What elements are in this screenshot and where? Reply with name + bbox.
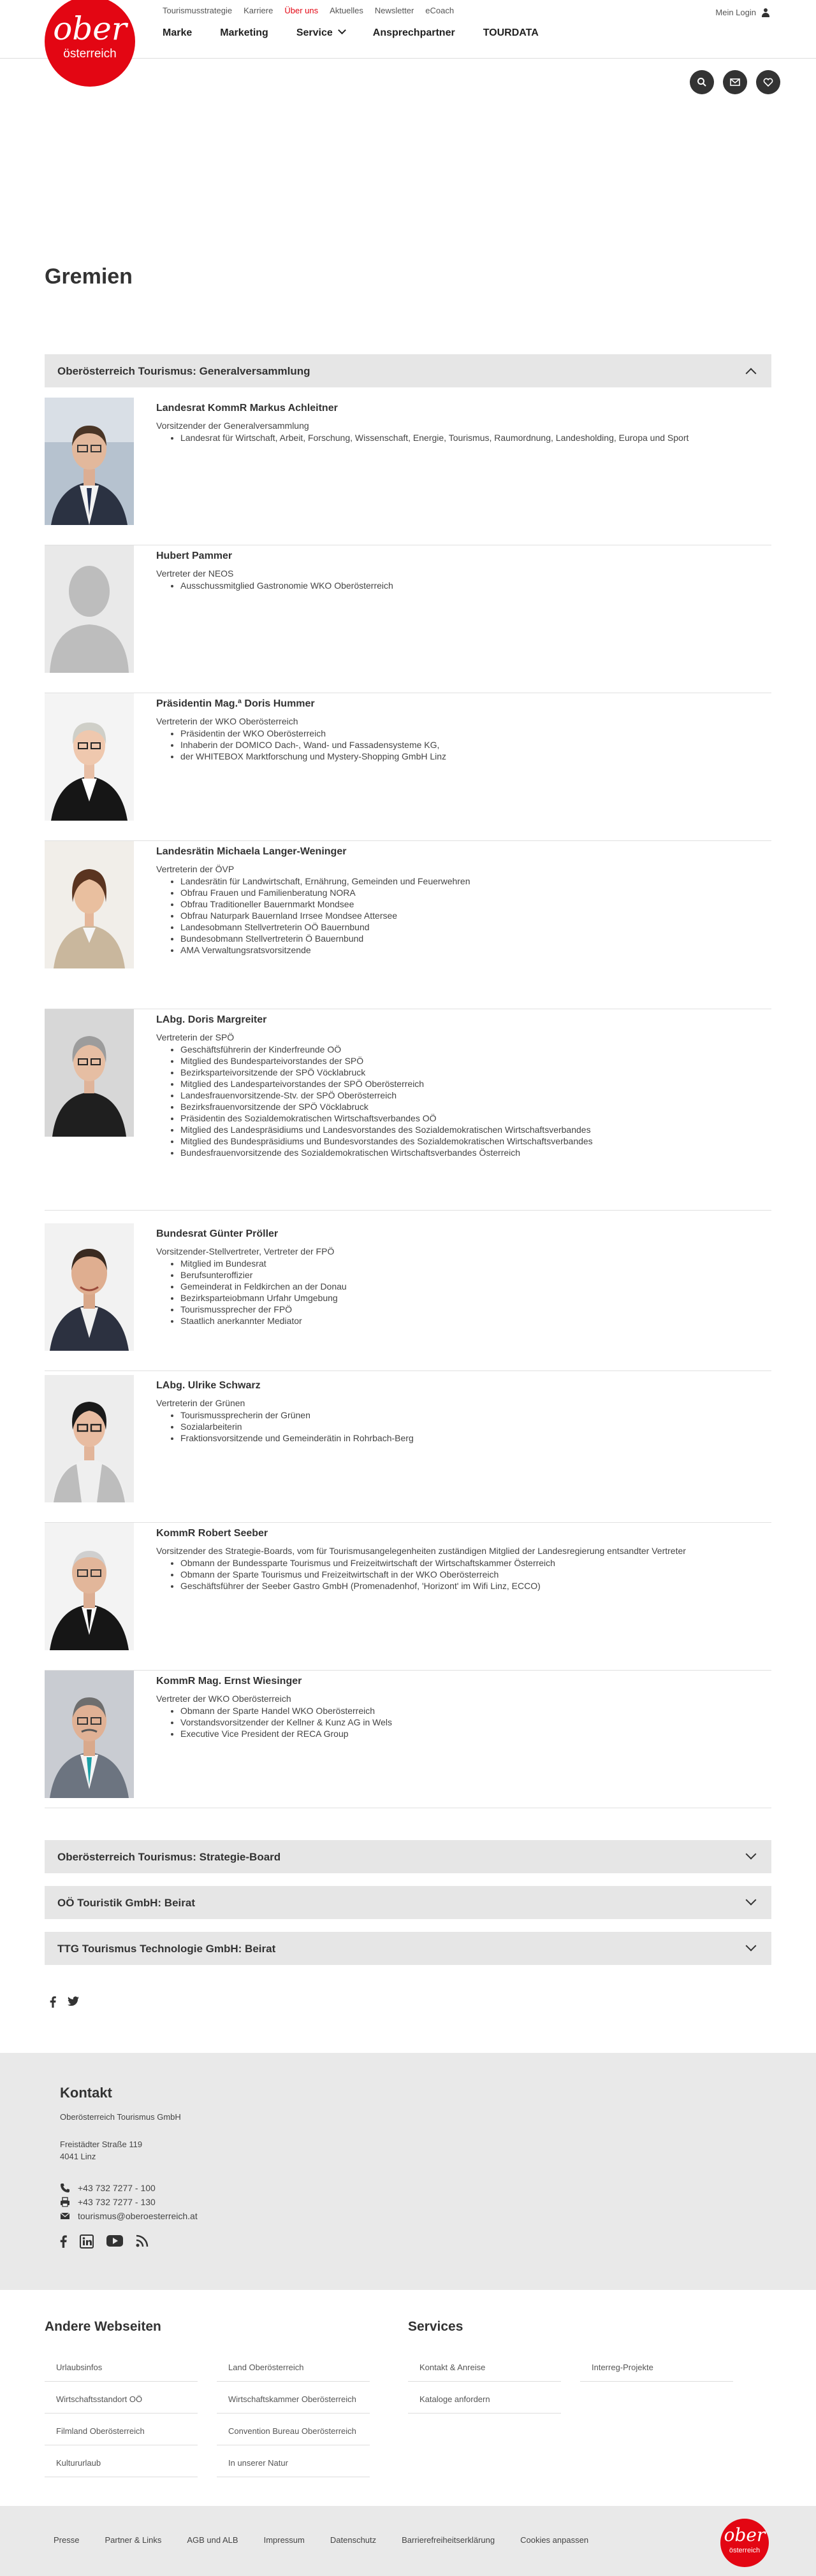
footer-links	[54, 2535, 588, 2545]
member-name: Bundesrat Günter Pröller	[156, 1228, 279, 1239]
footer-link-presse[interactable]: Presse	[54, 2535, 80, 2545]
site-link[interactable]: Wirtschaftsstandort OÖ	[45, 2383, 198, 2414]
member-name: Landesrätin Michaela Langer-Weninger	[156, 846, 347, 857]
member-card	[45, 1223, 771, 1371]
accordion-title: OÖ Touristik GmbH: Beirat	[57, 1897, 195, 1909]
list-item: • Berufsunteroffizier	[180, 1269, 768, 1281]
site-link[interactable]: Kultururlaub	[45, 2447, 198, 2477]
contact-city: 4041 Linz	[60, 2152, 96, 2161]
list-item: • Inhaberin der DOMICO Dach-, Wand- und Fassadensysteme KG,	[180, 739, 768, 751]
member-info	[156, 1676, 768, 1739]
member-role: Vertreter der WKO Oberösterreich	[156, 1694, 291, 1704]
list-item: • Sozialarbeiterin	[180, 1421, 768, 1432]
heart-icon	[763, 78, 773, 87]
member-role: Vertreter der NEOS	[156, 568, 234, 579]
site-footer	[0, 2506, 816, 2576]
footer-link-agb[interactable]: AGB und ALB	[187, 2535, 238, 2545]
list-item: • Bezirksfrauenvorsitzende der SPÖ Vöcklabruck	[180, 1101, 768, 1112]
list-item: • Landesrat für Wirtschaft, Arbeit, Forschung, Wissenschaft, Energie, Tourismus, Raumordnung, Landesholding, Europa und Sport	[180, 432, 768, 443]
favorites-button[interactable]	[756, 70, 780, 94]
topnav-ecoach[interactable]: eCoach	[425, 6, 455, 15]
member-functions	[156, 1705, 768, 1739]
accordion-strategie-board[interactable]	[45, 1840, 771, 1873]
list-item: • Bundesobmann Stellvertreterin Ö Bauernbund	[180, 933, 768, 944]
mainnav-ansprechpartner[interactable]: Ansprechpartner	[372, 27, 455, 38]
member-info	[156, 1380, 768, 1444]
member-role: Vertreterin der ÖVP	[156, 864, 235, 874]
site-link[interactable]: In unserer Natur	[217, 2447, 370, 2477]
site-link[interactable]: Land Oberösterreich	[217, 2351, 370, 2382]
member-role: Vertreterin der SPÖ	[156, 1032, 235, 1042]
list-item: • Mitglied im Bundesrat	[180, 1258, 768, 1269]
list-item: • Staatlich anerkannter Mediator	[180, 1315, 768, 1327]
twitter-share-button[interactable]	[68, 1996, 79, 2011]
contact-phone-value: +43 732 7277 - 100	[78, 2183, 156, 2193]
member-role: Vertreterin der Grünen	[156, 1398, 245, 1408]
footer-link-impressum[interactable]: Impressum	[263, 2535, 305, 2545]
mainnav-marke[interactable]: Marke	[163, 27, 193, 38]
twitter-icon	[68, 1996, 79, 2006]
member-photo	[45, 1223, 134, 1351]
linkedin-icon	[80, 2234, 94, 2249]
member-info	[156, 1528, 768, 1592]
member-name: KommR Robert Seeber	[156, 1528, 268, 1539]
member-photo	[45, 1009, 134, 1137]
member-card	[45, 1671, 771, 1808]
list-item: • Bezirksparteiobmann Urfahr Umgebung	[180, 1292, 768, 1304]
page-title: Gremien	[45, 264, 133, 289]
member-info	[156, 698, 768, 762]
mail-icon	[730, 78, 740, 87]
member-photo-placeholder	[45, 545, 134, 673]
search-icon	[697, 77, 707, 87]
member-photo	[45, 398, 134, 525]
service-link[interactable]: Interreg-Projekte	[580, 2351, 733, 2382]
contact-email[interactable]	[60, 2211, 198, 2221]
list-item: • Präsidentin der WKO Oberösterreich	[180, 728, 768, 739]
list-item: • AMA Verwaltungsratsvorsitzende	[180, 944, 768, 956]
topnav-newsletter[interactable]: Newsletter	[374, 6, 414, 15]
member-functions	[156, 728, 768, 762]
quick-actions	[690, 70, 780, 94]
contact-address	[60, 2138, 142, 2162]
contact-org: Oberösterreich Tourismus GmbH	[60, 2112, 181, 2122]
member-card	[45, 1523, 771, 1671]
footer-link-cookies[interactable]: Cookies anpassen	[520, 2535, 589, 2545]
facebook-icon	[60, 2234, 67, 2249]
member-photo	[45, 841, 134, 968]
phone-icon	[60, 2183, 70, 2193]
mainnav-service-label: Service	[296, 27, 333, 38]
member-info	[156, 1014, 768, 1158]
mainnav-tourdata[interactable]: TOURDATA	[483, 27, 539, 38]
member-name: Präsidentin Mag.ª Doris Hummer	[156, 698, 315, 709]
chevron-down-icon	[746, 1941, 757, 1952]
linkedin-link[interactable]	[80, 2234, 94, 2252]
footer-link-partner[interactable]: Partner & Links	[105, 2535, 162, 2545]
member-functions	[156, 432, 768, 443]
list-item: • Mitglied des Landesparteivorstandes der SPÖ Oberösterreich	[180, 1078, 768, 1090]
mainnav-service[interactable]	[296, 27, 345, 39]
list-item: • Landesrätin für Landwirtschaft, Ernährung, Gemeinden und Feuerwehren	[180, 875, 768, 887]
user-icon	[761, 8, 770, 17]
list-item: • Mitglied des Bundesparteivorstandes der SPÖ	[180, 1055, 768, 1067]
login-link[interactable]	[715, 8, 770, 17]
member-role: Vertreterin der WKO Oberösterreich	[156, 716, 298, 726]
accordion-generalversammlung[interactable]	[45, 354, 771, 387]
contact-section	[0, 2053, 816, 2290]
member-role: Vorsitzender-Stellvertreter, Vertreter der FPÖ	[156, 1246, 335, 1256]
other-sites-title: Andere Webseiten	[45, 2319, 161, 2334]
member-functions	[156, 1258, 768, 1327]
list-item: • Fraktionsvorsitzende und Gemeinderätin in Rohrbach-Berg	[180, 1432, 768, 1444]
site-header	[0, 0, 816, 59]
topnav-karriere[interactable]: Karriere	[244, 6, 273, 15]
accordion-title: TTG Tourismus Technologie GmbH: Beirat	[57, 1943, 276, 1955]
list-item: • Mitglied des Landespräsidiums und Landesvorstandes des Sozialdemokratischen Wirtschaftsverbandes	[180, 1124, 768, 1135]
footer-logo[interactable]: ober österreich	[720, 2519, 769, 2567]
member-photo	[45, 1523, 134, 1650]
search-button[interactable]	[690, 70, 714, 94]
list-item: • Gemeinderat in Feldkirchen an der Donau	[180, 1281, 768, 1292]
member-functions	[156, 875, 768, 956]
list-item: • Obmann der Sparte Tourismus und Freizeitwirtschaft in der WKO Oberösterreich	[180, 1569, 768, 1580]
member-info	[156, 846, 768, 956]
member-card	[45, 1009, 771, 1211]
member-role: Vorsitzender der Generalversammlung	[156, 421, 309, 431]
brand-logo[interactable]: ober österreich	[45, 0, 135, 87]
member-card	[45, 545, 771, 693]
social-links	[60, 2234, 149, 2252]
list-item: • Bezirksparteivorsitzende der SPÖ Vöcklabruck	[180, 1067, 768, 1078]
list-item: • Geschäftsführer der Seeber Gastro GmbH (Promenadenhof, 'Horizont' im Wifi Linz, ECCO)	[180, 1580, 768, 1592]
chevron-down-icon	[746, 1849, 757, 1860]
member-card	[45, 1375, 771, 1523]
chevron-down-icon	[338, 26, 346, 34]
list-item: • Bundesfrauenvorsitzende des Sozialdemokratischen Wirtschaftsverbandes Österreich	[180, 1147, 768, 1158]
contact-email-value: tourismus@oberoesterreich.at	[78, 2211, 198, 2221]
share-links	[50, 1996, 79, 2011]
facebook-icon	[50, 1996, 56, 2008]
accordion-title: Oberösterreich Tourismus: Strategie-Board	[57, 1851, 281, 1863]
list-item: • Tourismussprecherin der Grünen	[180, 1409, 768, 1421]
member-name: KommR Mag. Ernst Wiesinger	[156, 1676, 302, 1687]
member-info	[156, 550, 768, 591]
list-item: • Obfrau Naturpark Bauernland Irrsee Mondsee Attersee	[180, 910, 768, 921]
member-functions	[156, 1409, 768, 1444]
mail-icon	[60, 2212, 70, 2220]
list-item: • Obfrau Traditioneller Bauernmarkt Mondsee	[180, 898, 768, 910]
member-name: LAbg. Doris Margreiter	[156, 1014, 267, 1025]
youtube-link[interactable]	[106, 2234, 123, 2252]
site-link[interactable]: Urlaubsinfos	[45, 2351, 198, 2382]
list-item: • Geschäftsführerin der Kinderfreunde OÖ	[180, 1044, 768, 1055]
service-link[interactable]: Kataloge anfordern	[408, 2383, 561, 2414]
contact-phone[interactable]	[60, 2183, 156, 2193]
member-card	[45, 693, 771, 841]
list-item: • Obmann der Bundessparte Tourismus und Freizeitwirtschaft der Wirtschaftskammer Österreich	[180, 1557, 768, 1569]
contact-title: Kontakt	[60, 2085, 112, 2101]
login-label: Mein Login	[715, 8, 756, 17]
main-navigation	[163, 27, 539, 39]
youtube-icon	[106, 2234, 123, 2247]
mail-button[interactable]	[723, 70, 747, 94]
contact-fax-value: +43 732 7277 - 130	[78, 2197, 156, 2207]
list-item: • Präsidentin des Sozialdemokratischen Wirtschaftsverbandes OÖ	[180, 1112, 768, 1124]
footer-link-barrierefreiheit[interactable]: Barrierefreiheitserklärung	[402, 2535, 495, 2545]
contact-fax	[60, 2197, 156, 2207]
member-name: Landesrat KommR Markus Achleitner	[156, 403, 338, 414]
footer-link-datenschutz[interactable]: Datenschutz	[330, 2535, 377, 2545]
mainnav-marketing[interactable]: Marketing	[220, 27, 268, 38]
fax-icon	[60, 2197, 70, 2207]
contact-street: Freistädter Straße 119	[60, 2140, 143, 2149]
list-item: • Mitglied des Bundespräsidiums und Bundesvorstandes des Sozialdemokratischen Wirtschaftsverbandes	[180, 1135, 768, 1147]
services-title: Services	[408, 2319, 463, 2334]
member-functions	[156, 580, 768, 591]
member-card	[45, 841, 771, 1009]
accordion-ooe-touristik-beirat[interactable]	[45, 1886, 771, 1919]
list-item: • Obfrau Frauen und Familienberatung NORA	[180, 887, 768, 898]
accordion-ttg-beirat[interactable]	[45, 1932, 771, 1965]
site-link[interactable]: Filmland Oberösterreich	[45, 2415, 198, 2445]
member-info	[156, 403, 768, 443]
member-name: LAbg. Ulrike Schwarz	[156, 1380, 261, 1391]
site-link[interactable]: Wirtschaftskammer Oberösterreich	[217, 2383, 370, 2414]
member-role: Vorsitzender des Strategie-Boards, vom für Tourismusangelegenheiten zuständigen Mitglied der Landesregierung entsandter Vertreter	[156, 1546, 686, 1556]
member-photo	[45, 1671, 134, 1798]
accordion-title: Oberösterreich Tourismus: Generalversammlung	[57, 365, 310, 377]
list-item: • der WHITEBOX Marktforschung und Mystery-Shopping GmbH Linz	[180, 751, 768, 762]
member-info	[156, 1228, 768, 1327]
rss-icon	[136, 2234, 149, 2247]
list-item: • Obmann der Sparte Handel WKO Oberösterreich	[180, 1705, 768, 1716]
site-link[interactable]: Convention Bureau Oberösterreich	[217, 2415, 370, 2445]
topnav-aktuelles[interactable]: Aktuelles	[330, 6, 363, 15]
list-item: • Landesobmann Stellvertreterin OÖ Bauernbund	[180, 921, 768, 933]
member-photo	[45, 693, 134, 821]
member-card	[45, 398, 771, 545]
list-item: • Executive Vice President der RECA Group	[180, 1728, 768, 1739]
topnav-ueber-uns[interactable]: Über uns	[284, 6, 319, 15]
list-item: • Landesfrauenvorsitzende-Stv. der SPÖ Oberösterreich	[180, 1090, 768, 1101]
member-functions	[156, 1557, 768, 1592]
member-photo	[45, 1375, 134, 1502]
chevron-down-icon	[746, 1895, 757, 1906]
list-item: • Vorstandsvorsitzender der Kellner & Kunz AG in Wels	[180, 1716, 768, 1728]
facebook-link[interactable]	[60, 2234, 67, 2252]
list-item: • Ausschussmitglied Gastronomie WKO Oberösterreich	[180, 580, 768, 591]
member-name: Hubert Pammer	[156, 550, 233, 561]
service-link[interactable]: Kontakt & Anreise	[408, 2351, 561, 2382]
facebook-share-button[interactable]	[50, 1996, 56, 2011]
top-navigation	[163, 6, 454, 15]
list-item: • Tourismussprecher der FPÖ	[180, 1304, 768, 1315]
rss-link[interactable]	[136, 2234, 149, 2252]
topnav-tourismusstrategie[interactable]: Tourismusstrategie	[163, 6, 233, 15]
chevron-up-icon	[746, 368, 757, 379]
member-functions	[156, 1044, 768, 1158]
